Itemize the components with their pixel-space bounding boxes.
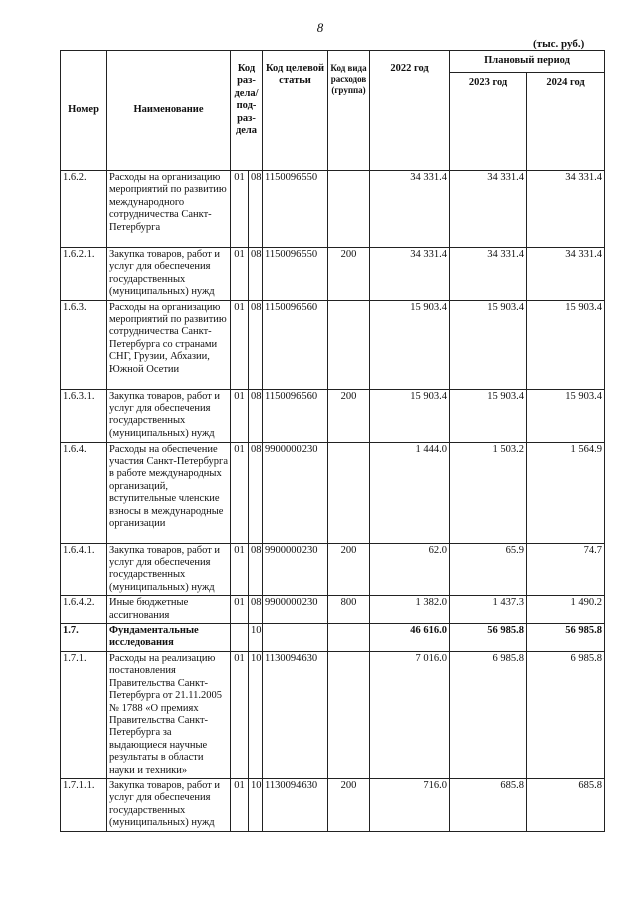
row-value-2023: 1 437.3 bbox=[450, 596, 527, 624]
row-name: Расходы на организацию мероприятий по развитию международного сотрудничества Санкт-Петербурга bbox=[107, 171, 231, 248]
row-subsection: 10 bbox=[249, 778, 263, 831]
row-value-2024: 34 331.4 bbox=[527, 171, 605, 248]
row-value-2024: 56 985.8 bbox=[527, 624, 605, 652]
row-target-code: 9900000230 bbox=[263, 442, 328, 543]
header-section: Код раз-дела/ под-раз-дела bbox=[231, 51, 263, 171]
row-subsection: 08 bbox=[249, 442, 263, 543]
row-value-2022: 34 331.4 bbox=[370, 248, 450, 301]
row-value-2022: 15 903.4 bbox=[370, 389, 450, 442]
table-row bbox=[61, 442, 605, 543]
row-name: Закупка товаров, работ и услуг для обеспечения государственных (муниципальных) нужд bbox=[107, 543, 231, 596]
row-subsection: 08 bbox=[249, 543, 263, 596]
row-expense-type bbox=[328, 171, 370, 248]
row-number: 1.7. bbox=[61, 624, 107, 652]
row-value-2023: 34 331.4 bbox=[450, 248, 527, 301]
row-target-code: 9900000230 bbox=[263, 543, 328, 596]
row-number: 1.7.1. bbox=[61, 651, 107, 778]
row-value-2022: 62.0 bbox=[370, 543, 450, 596]
row-name: Закупка товаров, работ и услуг для обеспечения государственных (муниципальных) нужд bbox=[107, 248, 231, 301]
row-value-2023: 65.9 bbox=[450, 543, 527, 596]
table-row bbox=[61, 248, 605, 301]
header-planning-period: Плановый период bbox=[450, 51, 605, 73]
row-value-2022: 7 016.0 bbox=[370, 651, 450, 778]
row-name: Расходы на организацию мероприятий по развитию сотрудничества Санкт-Петербурга со странами СНГ, Грузии, Абхазии, Южной Осетии bbox=[107, 300, 231, 389]
header-number: Номер bbox=[61, 51, 107, 171]
row-subsection: 08 bbox=[249, 248, 263, 301]
row-value-2022: 716.0 bbox=[370, 778, 450, 831]
row-section: 01 bbox=[231, 442, 249, 543]
row-name: Расходы на обеспечение участия Санкт-Петербурга в работе международных организаций, вступительные членские взносы в международные организации bbox=[107, 442, 231, 543]
row-section: 01 bbox=[231, 651, 249, 778]
table-row bbox=[61, 778, 605, 831]
row-number: 1.6.4.1. bbox=[61, 543, 107, 596]
row-name: Фундаментальные исследования bbox=[107, 624, 231, 652]
row-subsection: 08 bbox=[249, 300, 263, 389]
row-value-2022: 1 444.0 bbox=[370, 442, 450, 543]
row-value-2023: 34 331.4 bbox=[450, 171, 527, 248]
row-name: Закупка товаров, работ и услуг для обеспечения государственных (муниципальных) нужд bbox=[107, 778, 231, 831]
header-target: Код целевой статьи bbox=[263, 51, 328, 171]
row-number: 1.6.3. bbox=[61, 300, 107, 389]
units-note: (тыс. руб.) bbox=[533, 38, 585, 50]
header-2024: 2024 год bbox=[527, 73, 605, 171]
row-expense-type: 200 bbox=[328, 543, 370, 596]
row-expense-type: 200 bbox=[328, 389, 370, 442]
header-2022: 2022 год bbox=[370, 51, 450, 171]
header-expense-type: Код вида расходов (группа) bbox=[328, 51, 370, 171]
header-2023: 2023 год bbox=[450, 73, 527, 171]
row-section: 01 bbox=[231, 596, 249, 624]
table-row bbox=[61, 389, 605, 442]
row-target-code: 9900000230 bbox=[263, 596, 328, 624]
row-value-2024: 685.8 bbox=[527, 778, 605, 831]
row-section: 01 bbox=[231, 778, 249, 831]
row-number: 1.6.2. bbox=[61, 171, 107, 248]
table-row bbox=[61, 651, 605, 778]
row-value-2024: 6 985.8 bbox=[527, 651, 605, 778]
row-name: Иные бюджетные ассигнования bbox=[107, 596, 231, 624]
row-expense-type bbox=[328, 624, 370, 652]
row-value-2023: 685.8 bbox=[450, 778, 527, 831]
row-value-2024: 15 903.4 bbox=[527, 300, 605, 389]
row-value-2024: 15 903.4 bbox=[527, 389, 605, 442]
row-number: 1.6.4.2. bbox=[61, 596, 107, 624]
row-value-2024: 34 331.4 bbox=[527, 248, 605, 301]
row-target-code: 1150096550 bbox=[263, 171, 328, 248]
row-value-2024: 1 564.9 bbox=[527, 442, 605, 543]
row-value-2023: 15 903.4 bbox=[450, 389, 527, 442]
row-expense-type: 200 bbox=[328, 778, 370, 831]
row-value-2023: 1 503.2 bbox=[450, 442, 527, 543]
row-target-code: 1150096550 bbox=[263, 248, 328, 301]
row-target-code: 1130094630 bbox=[263, 651, 328, 778]
budget-table bbox=[60, 50, 605, 832]
table-row bbox=[61, 300, 605, 389]
row-value-2022: 15 903.4 bbox=[370, 300, 450, 389]
row-subsection: 08 bbox=[249, 596, 263, 624]
row-section: 01 bbox=[231, 389, 249, 442]
row-value-2023: 56 985.8 bbox=[450, 624, 527, 652]
row-value-2023: 15 903.4 bbox=[450, 300, 527, 389]
row-section bbox=[231, 624, 249, 652]
row-value-2024: 1 490.2 bbox=[527, 596, 605, 624]
row-target-code bbox=[263, 624, 328, 652]
row-target-code: 1130094630 bbox=[263, 778, 328, 831]
row-target-code: 1150096560 bbox=[263, 389, 328, 442]
table-row bbox=[61, 596, 605, 624]
row-number: 1.7.1.1. bbox=[61, 778, 107, 831]
row-value-2022: 46 616.0 bbox=[370, 624, 450, 652]
row-subsection: 10 bbox=[249, 651, 263, 778]
row-section: 01 bbox=[231, 300, 249, 389]
row-subsection: 10 bbox=[249, 624, 263, 652]
row-expense-type: 800 bbox=[328, 596, 370, 624]
header-name: Наименование bbox=[107, 51, 231, 171]
row-value-2024: 74.7 bbox=[527, 543, 605, 596]
row-value-2022: 1 382.0 bbox=[370, 596, 450, 624]
row-target-code: 1150096560 bbox=[263, 300, 328, 389]
table-row bbox=[61, 171, 605, 248]
row-expense-type: 200 bbox=[328, 248, 370, 301]
page-number: 8 bbox=[316, 20, 324, 35]
row-expense-type bbox=[328, 651, 370, 778]
row-subsection: 08 bbox=[249, 389, 263, 442]
row-section: 01 bbox=[231, 543, 249, 596]
row-subsection: 08 bbox=[249, 171, 263, 248]
row-value-2023: 6 985.8 bbox=[450, 651, 527, 778]
row-expense-type bbox=[328, 442, 370, 543]
row-number: 1.6.4. bbox=[61, 442, 107, 543]
row-name: Закупка товаров, работ и услуг для обеспечения государственных (муниципальных) нужд bbox=[107, 389, 231, 442]
row-value-2022: 34 331.4 bbox=[370, 171, 450, 248]
table-row bbox=[61, 543, 605, 596]
table-row bbox=[61, 624, 605, 652]
row-number: 1.6.2.1. bbox=[61, 248, 107, 301]
row-section: 01 bbox=[231, 248, 249, 301]
row-number: 1.6.3.1. bbox=[61, 389, 107, 442]
row-expense-type bbox=[328, 300, 370, 389]
row-section: 01 bbox=[231, 171, 249, 248]
row-name: Расходы на реализацию постановления Правительства Санкт-Петербурга от 21.11.2005 № 1788 «О премиях Правительства Санкт-Петербурга за выдающиеся научные результаты в области науки и техники» bbox=[107, 651, 231, 778]
